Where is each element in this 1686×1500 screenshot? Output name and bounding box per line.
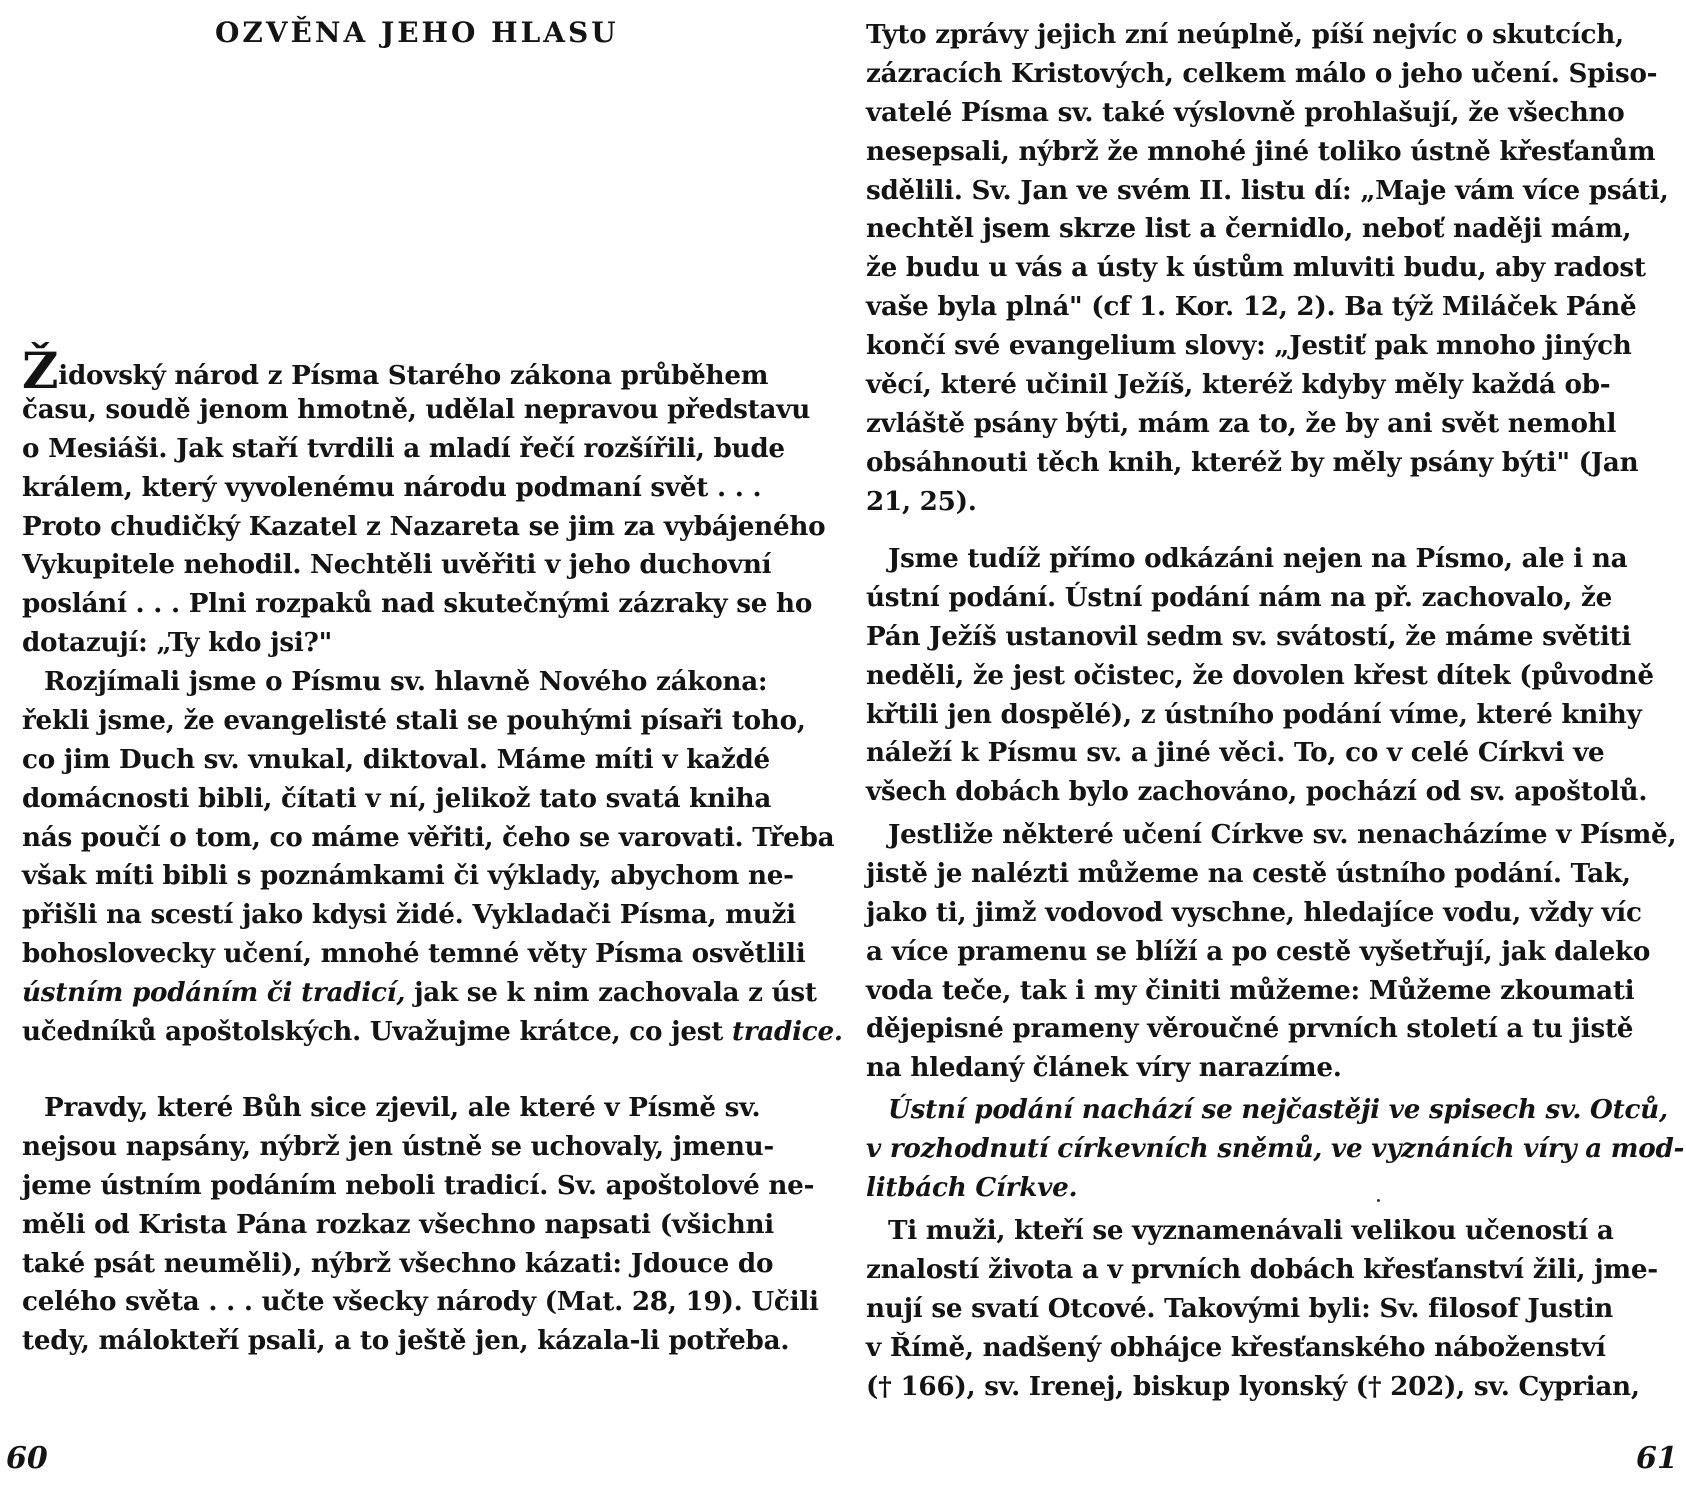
text-line: Jestliže některé učení Církve sv. nenacházíme v Písmě, — [888, 819, 1677, 850]
text-line: zázracích Kristových, celkem málo o jeho učení. Spiso- — [866, 57, 1658, 89]
text-line: Tyto zprávy jejich zní neúplně, píší nejvíc o skutcích, — [866, 19, 1624, 50]
text-line: ústní podání. Ústní podání nám na př. zachovalo, že — [866, 581, 1613, 613]
text-line: Židovský národ z Písma Starého zákona průběhem — [22, 341, 769, 400]
right-paragraph-4-italic — [866, 1091, 1685, 1208]
text-line: času, soudě jenom hmotně, udělal nepravou představu — [22, 393, 810, 425]
right-paragraph-3 — [866, 816, 1677, 1088]
text-line: Pravdy, které Bůh sice zjevil, ale které v Písmě sv. — [44, 1092, 761, 1123]
text-line: věcí, které učinil Ježíš, kteréž kdyby měly každá ob- — [866, 369, 1611, 401]
ink-speck — [1377, 1199, 1380, 1202]
text-line: neděli, že jest očistec, že dovolen křest dítek (původně — [866, 659, 1654, 691]
text-line: a více pramenu se blíží a po cestě vyšetřují, jak daleko — [866, 935, 1651, 967]
chapter-title: OZVĚNA JEHO HLASU — [215, 16, 619, 49]
page-number-left: 60 — [6, 1441, 48, 1476]
text-line: končí své evangelium slovy: „Jestiť pak mnoho jiných — [866, 330, 1632, 362]
text-line: Proto chudičký Kazatel z Nazareta se jim za vybájeného — [22, 510, 826, 542]
text-line: Vykupitele nehodil. Nechtěli uvěřiti v jeho duchovní — [22, 549, 772, 581]
text-line: bohoslovecky učení, mnohé temné věty Písma osvětlili — [22, 938, 806, 970]
text-line: litbách Církve. — [866, 1171, 1078, 1203]
text-line: řekli jsme, že evangelisté stali se pouhými písaři toho, — [22, 704, 806, 736]
text-line: na hledaný článek víry narazíme. — [866, 1052, 1342, 1084]
left-paragraph-1 — [22, 341, 828, 663]
text-line: celého světa . . . učte všecky národy (Mat. 28, 19). Učili — [22, 1286, 819, 1318]
text-line: měli od Krista Pána rozkaz všechno napsati (všichni — [22, 1208, 774, 1240]
text-line: domácnosti bibli, čítati v ní, jelikož tato svatá kniha — [22, 782, 772, 814]
text-line: dotazují: „Ty kdo jsi?" — [22, 627, 333, 659]
text-line: znalostí života a v prvních dobách křesťanství žili, jme- — [866, 1253, 1658, 1285]
text-line: všech dobách bylo zachováno, pochází od sv. apoštolů. — [866, 776, 1648, 808]
text-line: ústním podáním či tradicí, jak se k nim zachovala z úst — [22, 977, 817, 1009]
text-line: o Mesiáši. Jak staří tvrdili a mladí řečí rozšířili, bude — [22, 432, 785, 464]
text-line: náleží k Písmu sv. a jiné věci. To, co v celé Církvi ve — [866, 737, 1605, 769]
right-paragraph-2 — [866, 540, 1672, 812]
text-line: nesepsali, nýbrž že mnohé jiné toliko ústně křesťanům — [866, 135, 1656, 167]
text-line: jistě je nalézti můžeme na cestě ústního podání. Tak, — [866, 857, 1631, 889]
text-line: tedy, málokteří psali, a to ještě jen, kázala-li potřeba. — [22, 1325, 790, 1357]
text-line: však míti bibli s poznámkami či výklady, abychom ne- — [22, 860, 794, 892]
text-line: († 166), sv. Irenej, biskup lyonský († 202), sv. Cyprian, — [866, 1370, 1640, 1402]
left-paragraph-3 — [22, 1089, 828, 1361]
text-line: voda teče, tak i my činiti můžeme: Můžeme zkoumati — [866, 974, 1635, 1006]
text-line: v Římě, nadšený obhájce křesťanského náboženství — [866, 1331, 1606, 1363]
text-line: sdělili. Sv. Jan ve svém II. listu dí: „Maje vám více psáti, — [866, 174, 1669, 206]
left-page — [22, 0, 843, 1500]
text-line: nejsou napsány, nýbrž jen ústně se uchovaly, jmenu- — [22, 1130, 775, 1162]
text-line: také psát neuměli), nýbrž všechno kázati: Jdouce do — [22, 1247, 774, 1279]
text-line: nechtěl jsem skrze list a černidlo, neboť naději mám, — [866, 213, 1632, 245]
text-line: co jim Duch sv. vnukal, diktoval. Máme míti v každé — [22, 743, 770, 775]
text-line: 21, 25). — [866, 485, 977, 517]
right-paragraph-1 — [866, 16, 1672, 522]
text-line: Pán Ježíš ustanovil sedm sv. svátostí, že máme světiti — [866, 620, 1632, 652]
text-line: nás poučí o tom, co máme věřiti, čeho se varovati. Třeba — [22, 821, 835, 853]
text-line: Jsme tudíž přímo odkázáni nejen na Písmo, ale i na — [888, 543, 1628, 574]
italic-term: tradice. — [731, 1016, 843, 1048]
text-line: že budu u vás a ústy k ústům mluviti budu, aby radost — [866, 252, 1646, 284]
text-line: Rozjímali jsme o Písmu sv. hlavně Nového zákona: — [44, 666, 768, 697]
text-line: vatelé Písma sv. také výslovně prohlašují, že všechno — [866, 96, 1625, 128]
text-line: jako ti, jimž vodovod vyschne, hledajíce vodu, vždy víc — [866, 896, 1642, 928]
right-page — [866, 0, 1685, 1500]
left-paragraph-2 — [22, 663, 843, 1052]
text-line: zvláště psány býti, mám za to, že by ani svět nemohl — [866, 407, 1617, 439]
text-line: křtili jen dospělé), z ústního podání víme, které knihy — [866, 698, 1642, 730]
text-line: dějepisné prameny věroučné prvních století a tu jistě — [866, 1013, 1634, 1045]
text-line: v rozhodnutí církevních sněmů, ve vyznáních víry a mod- — [866, 1132, 1685, 1164]
drop-cap: Ž — [22, 341, 59, 400]
text-line: králem, který vyvolenému národu podmaní svět . . . — [22, 471, 762, 503]
page-number-right: 61 — [1636, 1441, 1678, 1476]
text-line: nují se svatí Otcové. Takovými byli: Sv. filosof Justin — [866, 1292, 1614, 1324]
text-line: přišli na scestí jako kdysi židé. Vykladači Písma, muži — [22, 899, 796, 931]
text-line: jeme ústním podáním neboli tradicí. Sv. apoštolové ne- — [22, 1169, 815, 1201]
text-line: učedníků apoštolských. Uvažujme krátce, co jest tradice. — [22, 1016, 843, 1048]
text-line: Ti muži, kteří se vyznamenávali velikou učeností a — [888, 1215, 1614, 1246]
text-line: vaše byla plná" (cf 1. Kor. 12, 2). Ba týž Miláček Páně — [866, 291, 1637, 323]
italic-term: ústním podáním či tradicí, — [22, 977, 406, 1009]
text-line: poslání . . . Plni rozpaků nad skutečnými zázraky se ho — [22, 588, 813, 620]
text-line: obsáhnouti těch knih, kteréž by měly psány býti" (Jan — [866, 446, 1639, 478]
text-line: Ústní podání nachází se nejčastěji ve spisech sv. Otců, — [888, 1094, 1668, 1125]
right-paragraph-5 — [866, 1212, 1672, 1406]
